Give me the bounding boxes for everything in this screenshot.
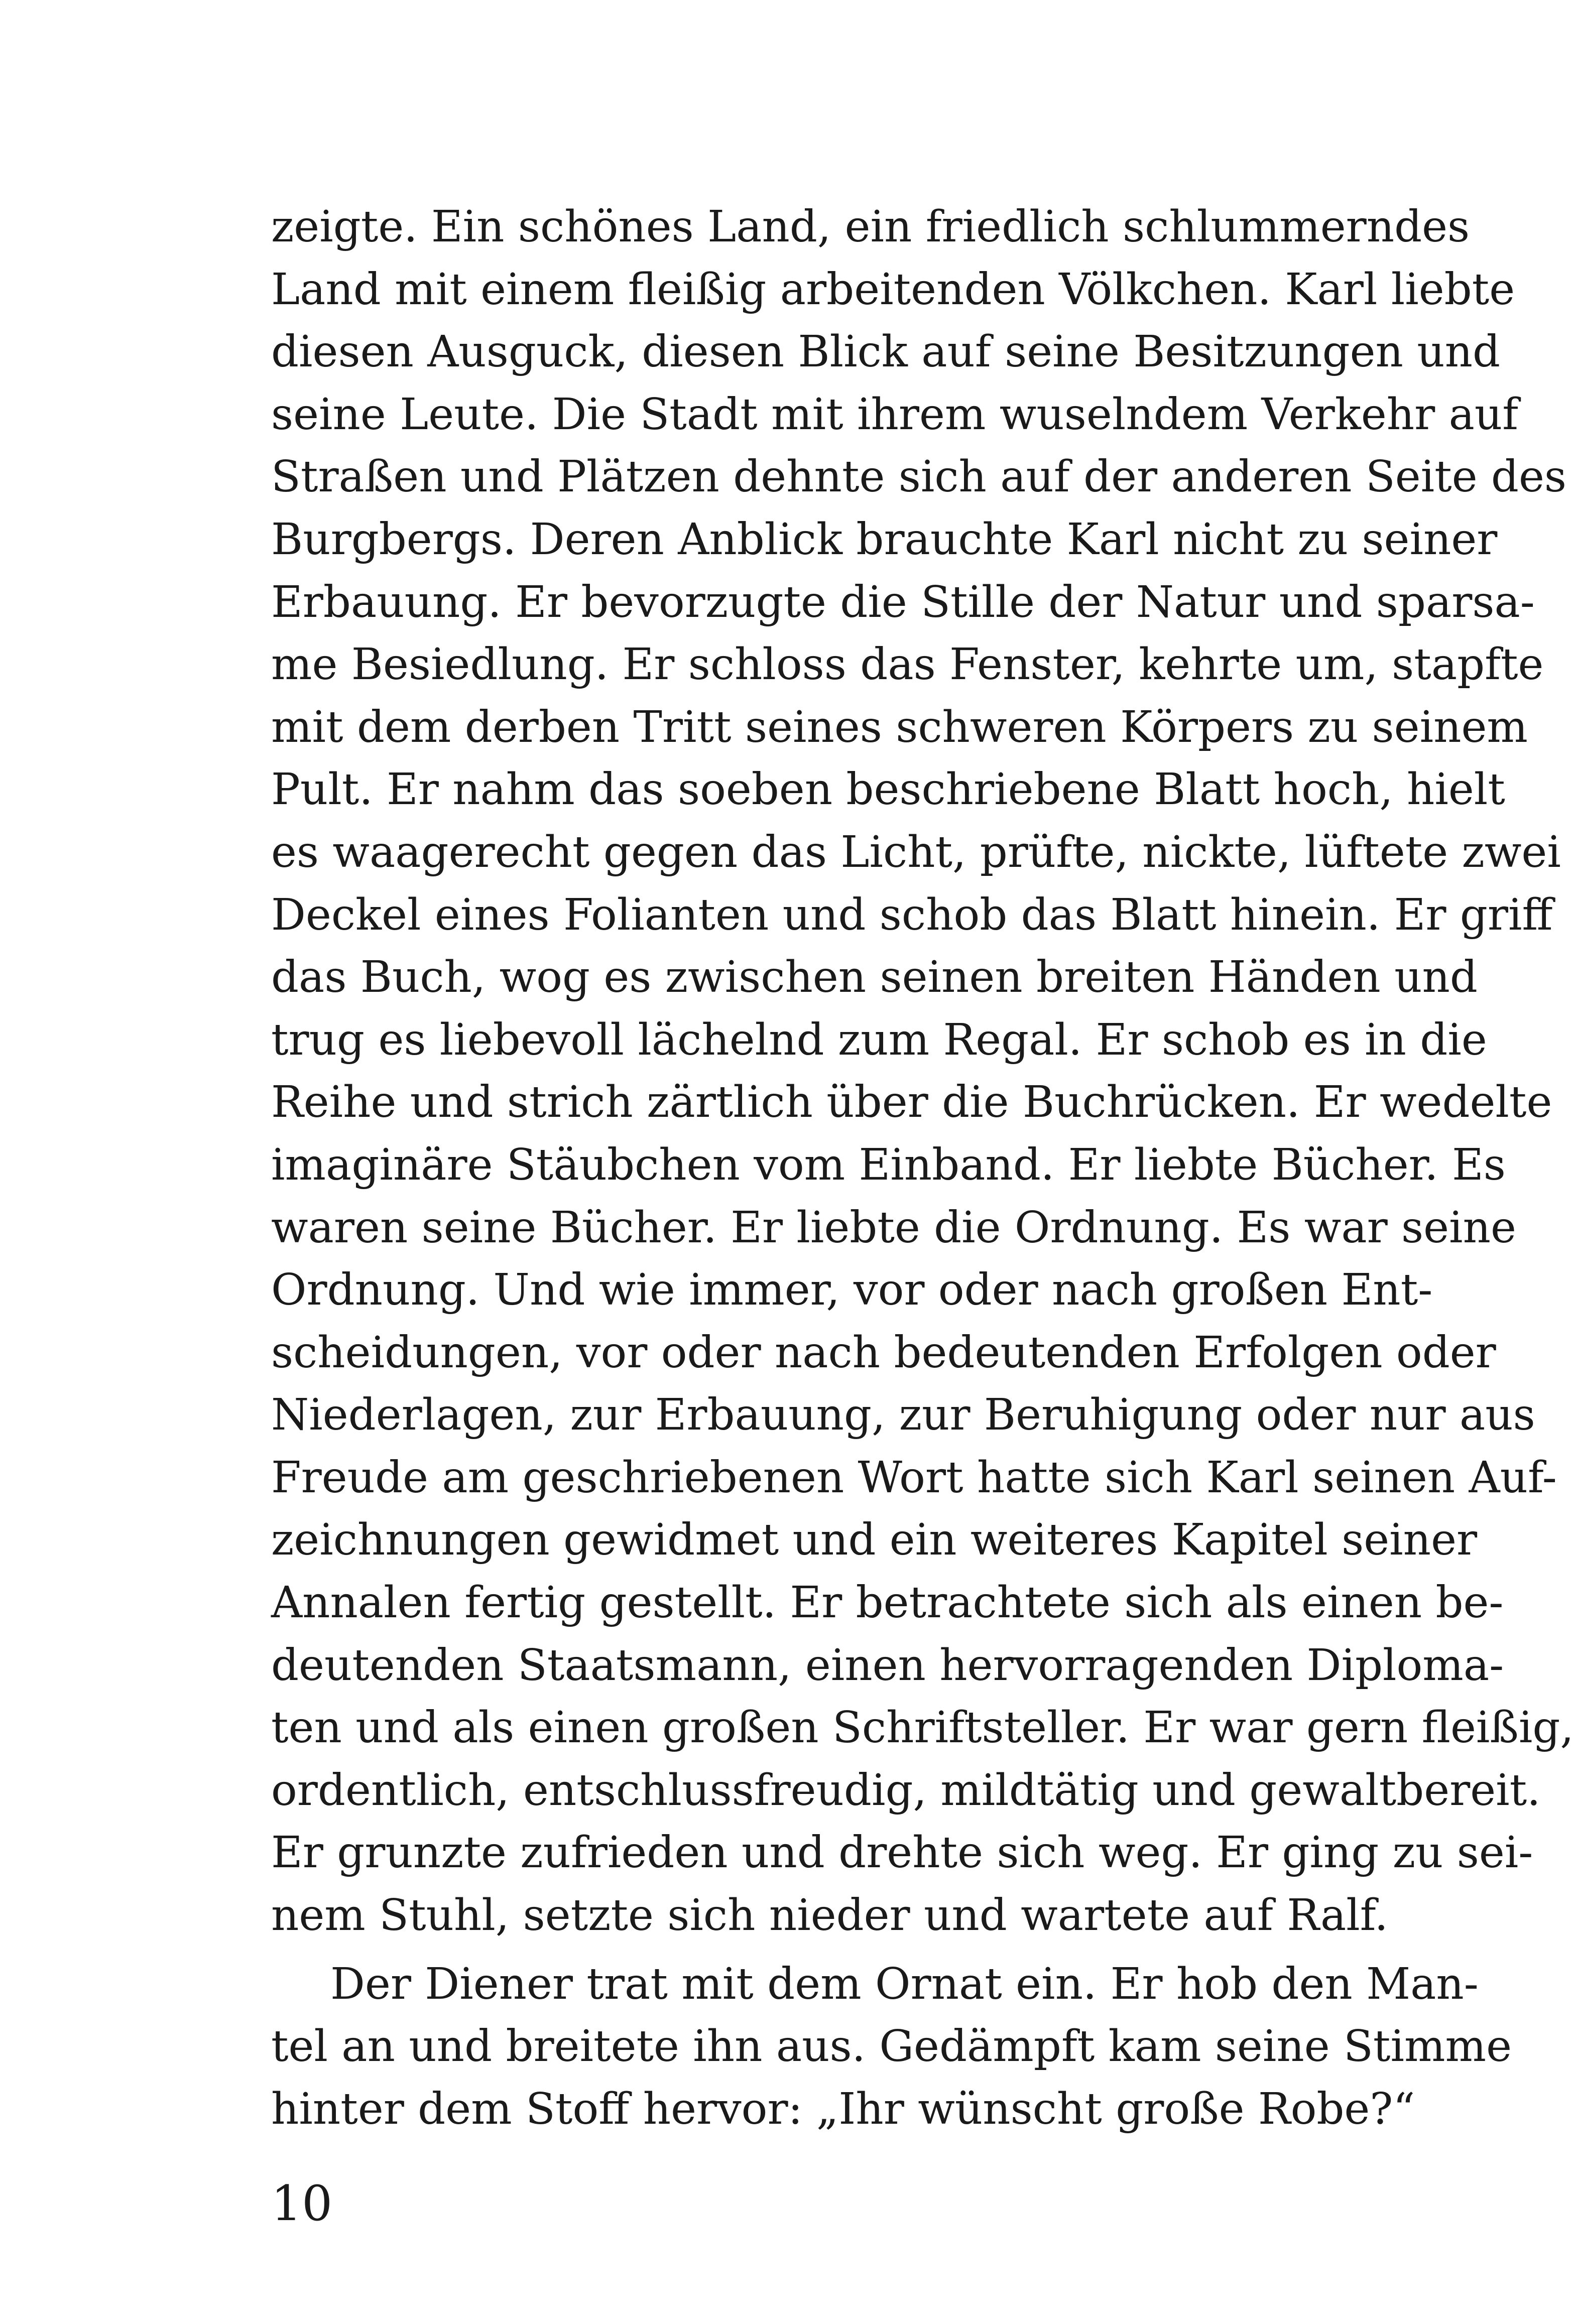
paragraph-gap: [271, 1947, 1316, 1953]
text-line: Straßen und Plätzen dehnte sich auf der anderen Seite des: [271, 452, 1566, 502]
page-number: 10: [271, 2175, 333, 2232]
text-line: Ordnung. Und wie immer, vor oder nach großen Ent-: [271, 1265, 1433, 1316]
text-line: ordentlich, entschlussfreudig, mildtätig und gewaltbereit.: [271, 1765, 1541, 1816]
paragraph-1: [271, 196, 1574, 1947]
text-line: scheidungen, vor oder nach bedeutenden Erfolgen oder: [271, 1327, 1496, 1378]
text-line: Er grunzte zufrieden und drehte sich weg. Er ging zu sei-: [271, 1828, 1533, 1878]
text-line: Freude am geschriebenen Wort hatte sich Karl seinen Auf-: [271, 1452, 1557, 1503]
text-line: waren seine Bücher. Er liebte die Ordnung. Es war seine: [271, 1202, 1516, 1253]
text-line: zeigte. Ein schönes Land, ein friedlich schlummerndes: [271, 202, 1470, 252]
text-line: Burgbergs. Deren Anblick brauchte Karl nicht zu seiner: [271, 514, 1498, 565]
text-line: Niederlagen, zur Erbauung, zur Beruhigung oder nur aus: [271, 1390, 1535, 1441]
text-line: zeichnungen gewidmet und ein weiteres Kapitel seiner: [271, 1515, 1478, 1566]
text-line: Reihe und strich zärtlich über die Buchrücken. Er wedelte: [271, 1077, 1552, 1128]
text-line: diesen Ausguck, diesen Blick auf seine Besitzungen und: [271, 327, 1501, 377]
text-line: Erbauung. Er bevorzugte die Stille der Natur und sparsa-: [271, 577, 1535, 627]
text-line: es waagerecht gegen das Licht, prüfte, nickte, lüftete zwei: [271, 827, 1561, 877]
text-line: ten und als einen großen Schriftsteller. Er war gern fleißig,: [271, 1703, 1574, 1753]
text-line: me Besiedlung. Er schloss das Fenster, kehrte um, stapfte: [271, 639, 1544, 690]
text-line: mit dem derben Tritt seines schweren Körpers zu seinem: [271, 702, 1528, 752]
text-line: trug es liebevoll lächelnd zum Regal. Er schob es in die: [271, 1014, 1487, 1065]
text-line: Land mit einem fleißig arbeitenden Völkchen. Karl liebte: [271, 264, 1515, 315]
text-line: Pult. Er nahm das soeben beschriebene Blatt hoch, hielt: [271, 764, 1505, 815]
text-line: Annalen fertig gestellt. Er betrachtete sich als einen be-: [271, 1578, 1504, 1628]
paragraph-2: [271, 1953, 1512, 2141]
body-text: [271, 196, 1574, 2140]
text-line: Der Diener trat mit dem Ornat ein. Er hob den Man-: [330, 1959, 1479, 2009]
text-line: Deckel eines Folianten und schob das Blatt hinein. Er griff: [271, 889, 1553, 940]
text-line: nem Stuhl, setzte sich nieder und wartete auf Ralf.: [271, 1890, 1388, 1941]
text-line: imaginäre Stäubchen vom Einband. Er liebte Bücher. Es: [271, 1139, 1506, 1190]
text-line: das Buch, wog es zwischen seinen breiten Händen und: [271, 952, 1478, 1003]
text-line: seine Leute. Die Stadt mit ihrem wuselndem Verkehr auf: [271, 389, 1519, 440]
text-line: hinter dem Stoff hervor: „Ihr wünscht große Robe?“: [271, 2084, 1415, 2134]
text-line: tel an und breitete ihn aus. Gedämpft kam seine Stimme: [271, 2021, 1512, 2072]
text-line: deutenden Staatsmann, einen hervorragenden Diploma-: [271, 1640, 1504, 1691]
